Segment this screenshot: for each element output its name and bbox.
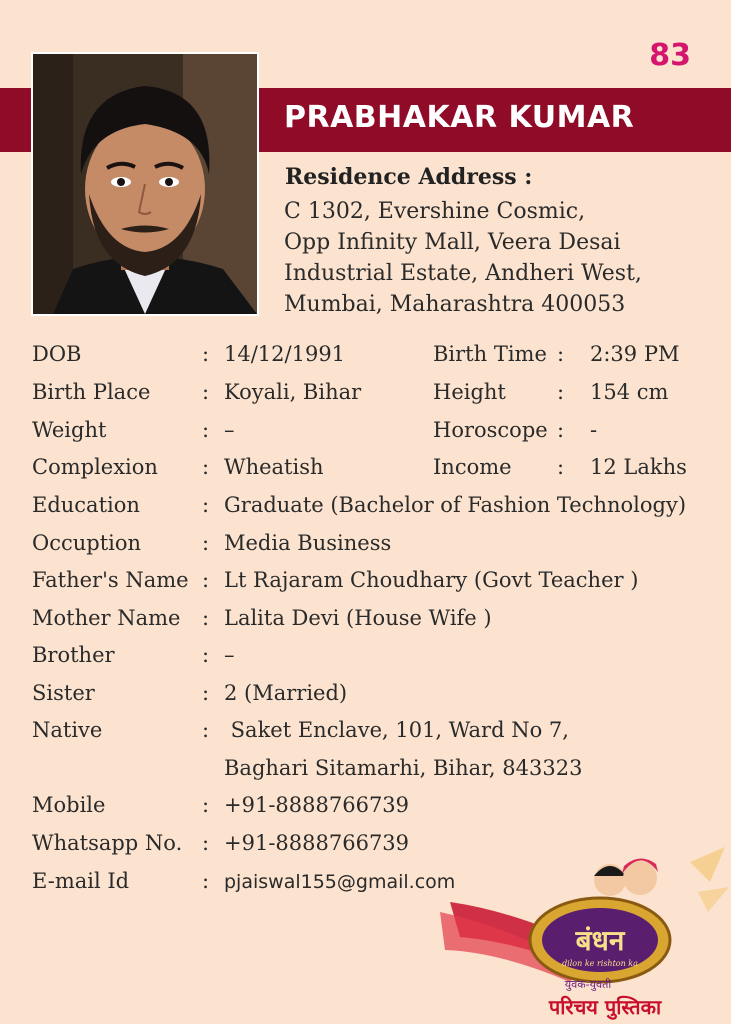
detail-colon: : [202,793,210,817]
address-heading: Residence Address : [285,164,533,190]
detail-label-birth-time: Birth Time [433,342,547,366]
logo-footer: परिचय पुस्तिका [548,995,662,1019]
detail-value-income: 12 Lakhs [590,455,687,479]
address-line: Opp Infinity Mall, Veera Desai [284,230,621,255]
detail-colon: : [202,380,210,404]
detail-value-native-line2: Baghari Sitamarhi, Bihar, 843323 [224,756,583,780]
residence-address [284,196,642,320]
detail-value-dob: 14/12/1991 [224,342,346,366]
detail-colon: : [202,342,210,366]
page-number: 83 [649,38,691,73]
detail-label-income: Income [433,455,512,479]
detail-value-whatsapp: +91-8888766739 [224,831,410,855]
detail-value-birth-place: Koyali, Bihar [224,380,362,404]
detail-value-height: 154 cm [590,380,669,404]
profile-name: PRABHAKAR KUMAR [284,100,635,135]
detail-label-complexion: Complexion [32,455,158,479]
address-line: C 1302, Evershine Cosmic, [284,199,586,224]
detail-label-email: E-mail Id [32,869,130,893]
detail-colon: : [202,531,210,555]
detail-colon: : [202,831,210,855]
profile-photo [31,52,259,316]
detail-value-native: Saket Enclave, 101, Ward No 7, [224,718,569,742]
logo-subtitle: युवक-युवती [564,978,612,991]
detail-value-email: pjaiswal155@gmail.com [224,871,456,893]
logo-title: बंधन [575,924,625,957]
detail-label-sister: Sister [32,681,95,705]
detail-label-birth-place: Birth Place [32,380,151,404]
detail-label-height: Height [433,380,506,404]
detail-label-weight: Weight [32,418,107,442]
detail-value-mobile: +91-8888766739 [224,793,410,817]
detail-label-dob: DOB [32,342,82,366]
detail-colon: : [202,681,210,705]
detail-label-brother: Brother [32,643,115,667]
detail-label-father-name: Father's Name [32,568,189,592]
detail-colon: : [202,869,210,893]
detail-value-birth-time: 2:39 PM [590,342,680,366]
detail-label-mother-name: Mother Name [32,606,181,630]
detail-value-weight: – [224,418,235,442]
detail-value-brother: – [224,643,235,667]
address-line: Industrial Estate, Andheri West, [284,261,642,286]
detail-value-horoscope: - [590,418,598,442]
detail-colon: : [202,643,210,667]
detail-colon: : [557,380,565,404]
detail-colon: : [202,718,210,742]
address-line: Mumbai, Maharashtra 400053 [284,292,626,317]
detail-colon: : [202,493,210,517]
brand-logo [440,842,730,1020]
detail-value-sister: 2 (Married) [224,681,348,705]
detail-value-mother-name: Lalita Devi (House Wife ) [224,606,492,630]
detail-label-education: Education [32,493,140,517]
detail-value-education: Graduate (Bachelor of Fashion Technology) [224,493,687,517]
detail-label-whatsapp: Whatsapp No. [32,831,183,855]
detail-label-horoscope: Horoscope [433,418,548,442]
detail-colon: : [557,455,565,479]
detail-value-occupation: Media Business [224,531,392,555]
detail-colon: : [557,418,565,442]
detail-colon: : [557,342,565,366]
detail-label-occupation: Occuption [32,531,142,555]
detail-value-complexion: Wheatish [224,455,324,479]
detail-value-father-name: Lt Rajaram Choudhary (Govt Teacher ) [224,568,639,592]
detail-colon: : [202,568,210,592]
detail-colon: : [202,418,210,442]
detail-label-native: Native [32,718,103,742]
logo-tagline: dilon ke rishton ka [562,959,638,968]
detail-colon: : [202,455,210,479]
detail-label-mobile: Mobile [32,793,106,817]
detail-colon: : [202,606,210,630]
